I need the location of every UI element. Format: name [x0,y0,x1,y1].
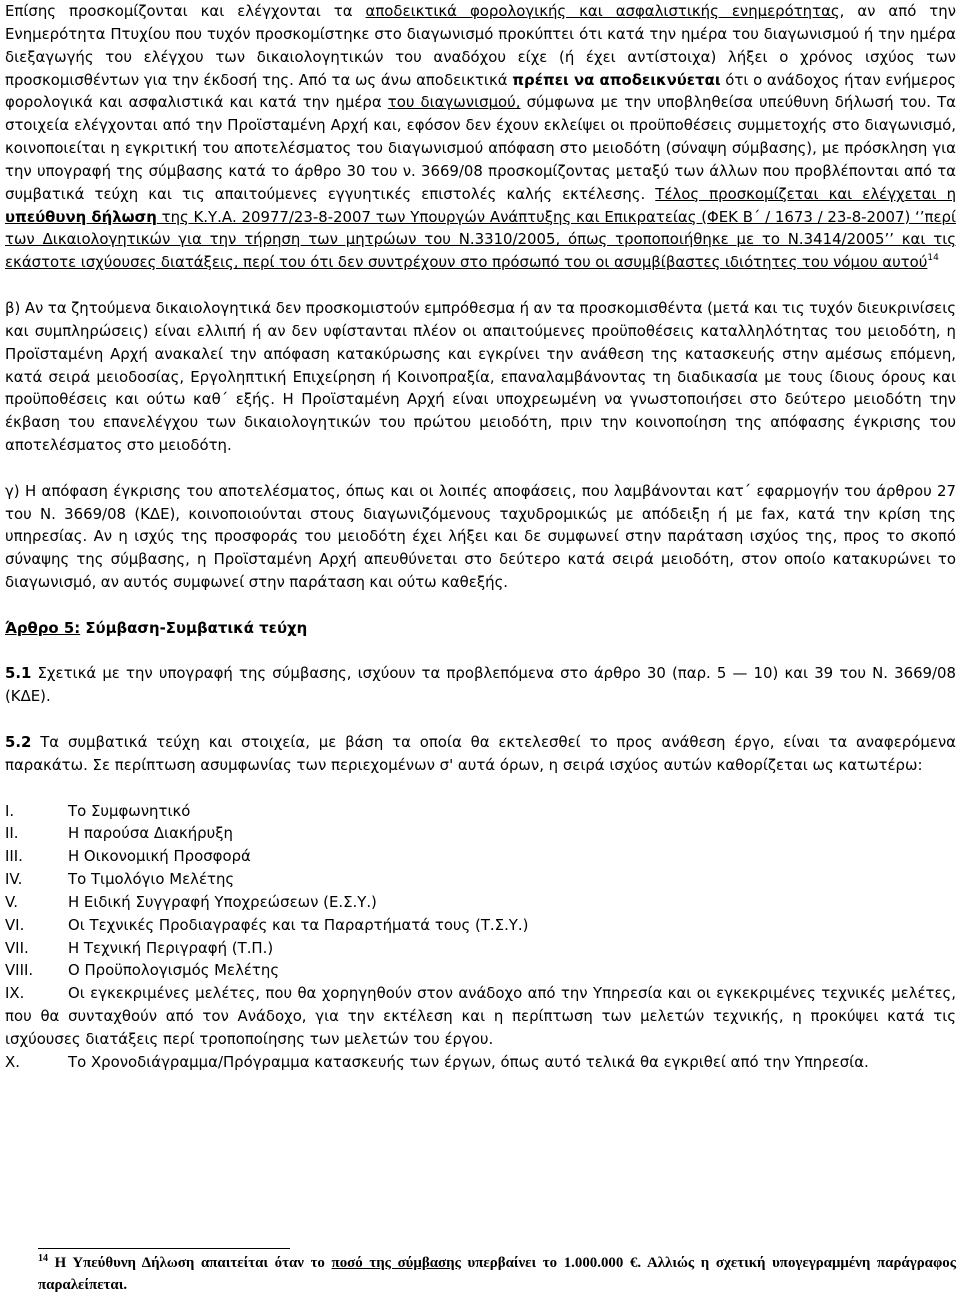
list-item-number: I. [5,801,15,820]
article-heading [5,617,956,640]
list-item-number: IX. [5,984,25,1003]
list-item [5,959,956,982]
section-5-2 [5,731,956,777]
underlined-text: της Κ.Υ.Α. 20977/23-8-2007 των Υπουργών Ανάπτυξης και Επικρατείας (ΦΕΚ Β΄ / 1673 / 23-8-2007) ‘’περί των Δικαιολογητικών για την τήρηση των μητρώων του Ν.3310/2005, όπως τροποποιήθηκε με το Ν.3414/2005’’ και τις εκάστοτε ισχύουσες διατάξεις, περί του ότι δεν συντρέχουν στο πρόσωπό του οι ασυμβίβαστες ιδιότητες του νόμου αυτού [5,207,956,272]
list-item [5,1051,956,1074]
list-item-text: Το Τιμολόγιο Μελέτης [68,870,235,889]
section-text: Σχετικά με την υπογραφή της σύμβασης, ισχύουν τα προβλεπόμενα στο άρθρο 30 (παρ. 5 — 10) και 39 του Ν. 3669/08 (ΚΔΕ). [5,664,956,706]
list-item-number: II. [5,824,19,843]
list-item [5,937,956,960]
list-item-text: Ο Προϋπολογισμός Μελέτης [68,961,280,980]
bold-underlined-text: υπεύθυνη δήλωση [5,207,157,226]
list-item [5,868,956,891]
section-number: 5.1 [5,664,32,683]
footnote-number: 14 [38,1253,48,1264]
article-heading-prefix: Άρθρο 5: [5,618,81,637]
text-run: Επίσης προσκομίζονται και ελέγχονται τα [5,2,366,20]
list-item-text: Η Οικονομική Προσφορά [68,847,251,866]
footnote-text: Η Υπεύθυνη Δήλωση απαιτείται όταν το [48,1255,332,1271]
list-item [5,914,956,937]
section-text: Τα συμβατικά τεύχη και στοιχεία, με βάση τα οποία θα εκτελεσθεί το προς ανάθεση έργο, είναι τα αναφερόμενα παρακάτω. Σε περίπτωση ασυμφωνίας των περιεχομένων σ' αυτά όρων, η σειρά ισχύος αυτών καθορίζεται ως κατωτέρω: [5,733,956,774]
list-item-number: V. [5,892,18,911]
footnote-underlined-text: ποσό της σύμβασης [331,1255,461,1271]
paragraph-b: β) Αν τα ζητούμενα δικαιολογητικά δεν προσκομιστούν εμπρόθεσμα ή αν τα προσκομισθέντα (μετά και τις τυχόν διευκρινίσεις και συμπληρώσεις) είναι ελλιπή ή αν δεν υφίστανται πλέον οι απαιτούμενες προϋποθέσεις καταλληλότητας του μειοδότη, η Προϊσταμένη Αρχή ανακαλεί την απόφαση κατακύρωσης και εγκρίνει την ανάθεση της κατασκευής στην αμέσως επόμενη, κατά σειρά μειοδοσίας, Εργοληπτική Επιχείρηση ή Κοινοπραξία, επαναλαμβάνοντας τη διαδικασία με τους ίδιους όρους και προϋποθέσεις και ούτω καθ΄ εξής. Η Προϊσταμένη Αρχή είναι υποχρεωμένη να γνωστοποιήσει στο δεύτερο μειοδότη την έκβαση του επανελέγχου των δικαιολογητικών του πρώτου μειοδότη, πριν την κοινοποίηση της απόφασης έγκρισης του αποτελέσματος στο μειοδότη. [5,298,956,455]
underlined-text: Τέλος προσκομίζεται και ελέγχεται η [655,184,957,203]
list-item-text: Οι Τεχνικές Προδιαγραφές και τα Παραρτήματά τους (Τ.Σ.Υ.) [68,915,529,934]
footnote [38,1252,956,1296]
list-item-text: Η παρούσα Διακήρυξη [68,824,233,843]
bold-text: πρέπει να αποδεικνύεται [512,70,721,89]
section-number: 5.2 [5,733,32,751]
list-item-number: III. [5,847,23,866]
list-item-text: Η Τεχνική Περιγραφή (Τ.Π.) [68,938,274,957]
underlined-text: του διαγωνισμού, [387,93,521,112]
footnote-divider [38,1248,290,1249]
list-item-number: IV. [5,870,23,889]
list-item [5,822,956,845]
article-heading-title: Σύμβαση-Συμβατικά τεύχη [80,618,308,637]
list-item [5,982,956,1051]
list-item-number: X. [5,1052,20,1071]
footnote-reference[interactable]: 14 [927,253,939,264]
list-item-text: Η Ειδική Συγγραφή Υποχρεώσεων (Ε.Σ.Υ.) [68,892,377,911]
text-run: ότι ο ανάδοχος ήταν ενήμερος φορολογικά και ασφαλιστικά και κατά την ημέρα [5,70,956,112]
paragraph-documents-check [5,0,956,274]
list-item [5,891,956,914]
list-item-number: VII. [5,938,29,957]
list-item [5,800,956,823]
list-item-text: Το Συμφωνητικό [68,801,191,820]
list-item [5,845,956,868]
text-run: , αν από την Ενημερότητα Πτυχίου που τυχόν προσκομίστηκε στο διαγωνισμό προκύπτει ότι κατά την ημέρα του διαγωνισμού ή την ημέρα διεξαγωγής του ελέγχου των δικαιολογητικών του αναδόχου είχε (ή έχει αντίστοιχα) λήξει ο χρόνος ισχύος των προσκομισθέντων για την έκδοσή της. Από τα ως άνω αποδεικτικά [5,2,956,89]
text-run: σύμφωνα με την υποβληθείσα υπεύθυνη δήλωσή του. Τα στοιχεία ελέγχονται από την Προϊσταμένη Αρχή και, εφόσον δεν έχουν εκλείψει οι προϋποθέσεις συμμετοχής στο διαγωνισμό, κοινοποιείται η εγκριτική του αποτελέσματος του διαγωνισμού απόφαση στο μειοδότη (σύναψη σύμβασης), με πρόσκληση για την υπογραφή της σύμβασης κατά το άρθρο 30 του ν. 3669/08 προσκομίζοντας μεταξύ των άλλων που προβλέπονται από τα συμβατικά τεύχη και τις απαιτούμενες εγγυητικές επιστολές καλής εκτέλεσης. [5,93,956,203]
footnote-text: υπερβαίνει το 1.000.000 €. Αλλιώς η σχετική υπογεγραμμένη παράγραφος παραλείπεται. [38,1255,956,1293]
list-item-text: Το Χρονοδιάγραμμα/Πρόγραμμα κατασκευής των έργων, όπως αυτό τελικά θα εγκριθεί από την Υπηρεσία. [68,1052,869,1071]
list-item-number: VI. [5,915,25,934]
contract-documents-list [5,800,956,1074]
paragraph-c: γ) Η απόφαση έγκρισης του αποτελέσματος, όπως και οι λοιπές αποφάσεις, που λαμβάνονται κατ΄ εφαρμογήν του άρθρου 27 του Ν. 3669/08 (ΚΔΕ), κοινοποιούνται στους διαγωνιζόμενους ταχυδρομικώς με απόδειξη ή με fax, κατά την κρίση της υπηρεσίας. Αν η ισχύς της προσφοράς του μειοδότη έχει λήξει και δε συμφωνεί στην παράταση ισχύος της, προς το σκοπό σύναψης της σύμβασης, η Προϊσταμένη Αρχή απευθύνεται στο δεύτερο κατά σειρά μειοδότη, στον οποίο κατακυρώνει το διαγωνισμό, αν αυτός συμφωνεί στην παράταση και ούτω καθεξής. [5,481,956,592]
section-5-1 [5,662,956,708]
underlined-text: αποδεικτικά φορολογικής και ασφαλιστικής ενημερότητας [365,2,840,20]
list-item-text: Οι εγκεκριμένες μελέτες, που θα χορηγηθούν στον ανάδοχο από την Υπηρεσία και οι εγκεκριμένες τεχνικές μελέτες, που θα συνταχθούν από τον Ανάδοχο, για την εκτέλεση και η περίπτωση των μελετών τεχνικής, η προκύψει κατά τις ισχύουσες διατάξεις περί τροποποίησης των μελετών του έργου. [5,984,956,1048]
list-item-number: VIII. [5,961,34,980]
